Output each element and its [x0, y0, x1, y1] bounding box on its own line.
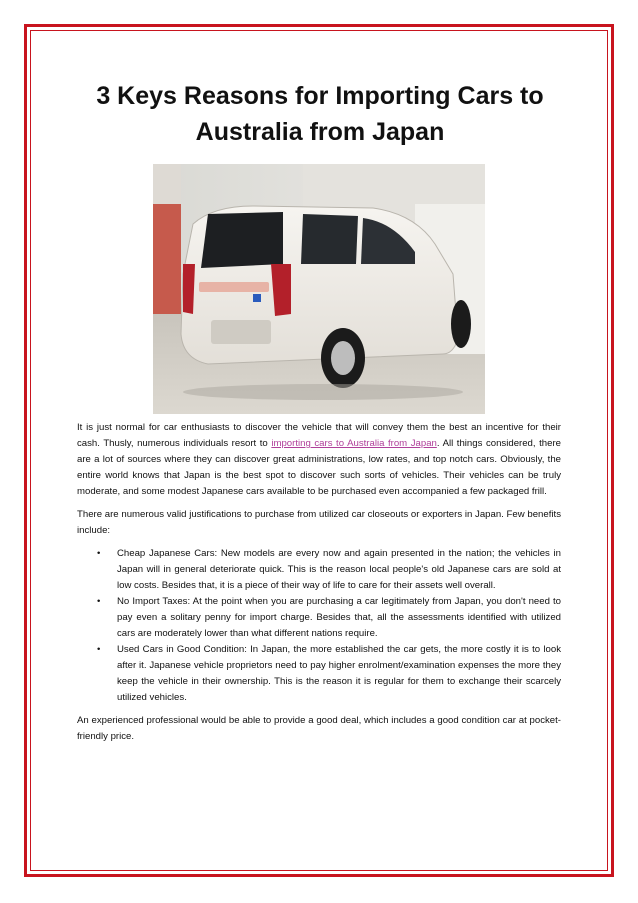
- bullet-icon: •: [97, 644, 101, 655]
- list-item: [97, 642, 561, 706]
- benefits-intro-paragraph: There are numerous valid justifications to purchase from utilized car closeouts or exporters in Japan. Few benefits include:: [77, 509, 561, 536]
- list-item: [97, 546, 561, 594]
- intro-text-before-link: It is just normal for car enthusiasts to discover the vehicle that will convey them the best an incentive for their cash. Thusly, numerous individuals resort to: [77, 422, 561, 449]
- intro-text-after-link: . All things considered, there are a lot of sources where they can discover great administrations, low rates, and top notch cars. Obviously, the entire world knows that Japan is the best spot to discover such sorts of vehicles. Their vehicles can be truly moderate, and some modest Japanese cars available to be purchased even accompanied a few packaged frill.: [77, 438, 561, 497]
- bullet-icon: •: [97, 548, 101, 559]
- benefit-text: Cheap Japanese Cars: New models are every now and again presented in the nation; the vehicles in Japan will in general deteriorate quick. This is the reason local people's old Japanese cars are sold at low costs. Besides that, it is a piece of their way of life to care for their assets well overall.: [117, 548, 561, 591]
- benefit-text: No Import Taxes: At the point when you are purchasing a car legitimately from Japan, you don't need to pay even a solitary penny for import charge. Besides that, all the assessments identified with utilized cars are moderately lower than what different nations require.: [117, 596, 561, 639]
- benefits-list: [77, 546, 561, 706]
- document-title: 3 Keys Reasons for Importing Cars to Australia from Japan: [96, 82, 544, 146]
- bullet-icon: •: [97, 596, 101, 607]
- car-photo: [153, 164, 485, 414]
- closing-paragraph: An experienced professional would be able to provide a good deal, which includes a good condition car at pocket-friendly price.: [77, 715, 561, 742]
- importing-cars-link[interactable]: importing cars to Australia from Japan: [271, 438, 437, 449]
- intro-paragraph: [77, 420, 561, 500]
- article-body: [77, 420, 561, 752]
- benefit-text: Used Cars in Good Condition: In Japan, the more established the car gets, the more costly it is to look after it. Japanese vehicle proprietors need to pay higher enrolment/examination expenses the more they keep the vehicle in their ownership. This is the reason it is regular for them to exchange their scarcely utilized vehicles.: [117, 644, 561, 703]
- list-item: [97, 594, 561, 642]
